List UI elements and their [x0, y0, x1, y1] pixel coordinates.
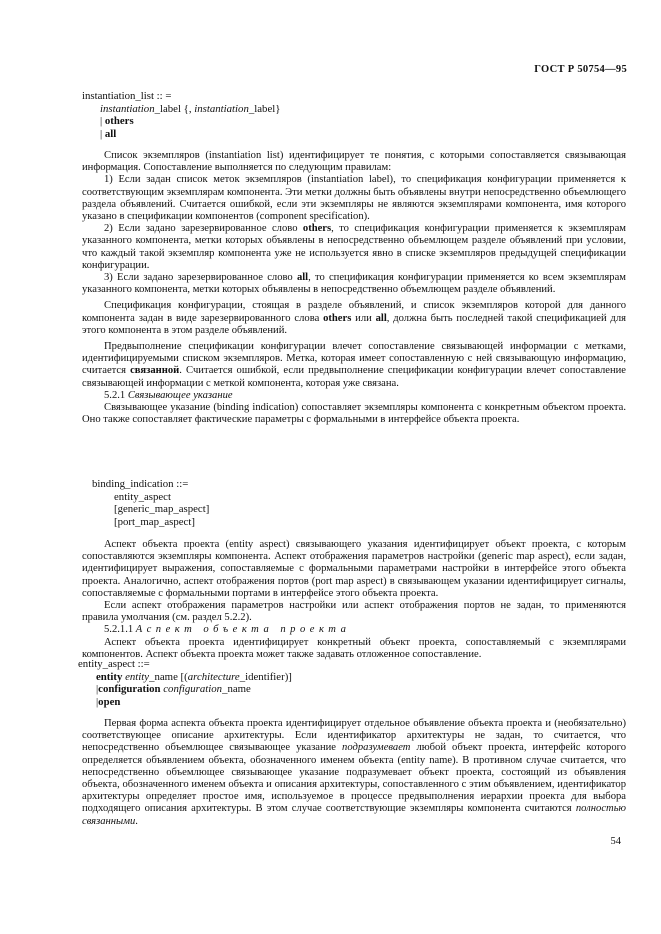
standard-header: ГОСТ Р 50754—95: [534, 64, 627, 75]
grammar-entity-aspect: entity_aspect ::= entity entity_name [(architecture_identifier)] |configuration configuration_name |open: [78, 658, 292, 708]
paragraph: Аспект объекта проекта идентифицирует конкретный объект проекта, сопоставляемый с экземплярами компонентов. Аспект объекта проекта может также задавать отложенное сопоставление.: [82, 636, 626, 660]
paragraph: Первая форма аспекта объекта проекта идентифицирует отдельное объявление объекта проекта и (необязательно) соответствующее описание архитектуры. Если идентификатор архитектуры не задан, то считается, что непосредственно объемлющее связывающее указание подразумевает любой объект проекта, интерфейс которого определяется объявлением объекта, обозначенного именем объекта (entity name). В противном случае считается, что непосредственно объемлющее связывающее указание подразумевает объект проекта, состоящий из объявления объекта, обозначенного именем объекта и описания архитектуры, сопоставленного с этим объявлением, идентификатор архитектуры определяет простое имя, используемое в процессе предвыполнения иерархии проекта для выбора подходящего описания архитектуры. В этом случае соответствующие экземпляры компонента считаются полностью связанными.: [82, 718, 626, 827]
text-block-entity-aspect: [82, 718, 626, 828]
text-block-binding: [82, 539, 626, 661]
paragraph: Если аспект отображения параметров настройки или аспект отображения портов не задан, то применяются правила умолчания (см. раздел 5.2.2).: [82, 600, 626, 624]
text-block-rules: [82, 150, 626, 426]
section-heading-5-2-1-1: 5.2.1.1 Аспект объекта проекта: [104, 624, 351, 636]
page-number: 54: [610, 836, 621, 847]
paragraph: Аспект объекта проекта (entity aspect) связывающего указания идентифицирует объект проекта, с которым сопоставляются экземпляры компонента. Аспект отображения параметров настройки (generic map aspect), если задан, идентифицирует выражения, сопоставляемые с формальными параметрами настройки в интерфейсе этого объекта проекта. Аналогично, аспект отображения портов (port map aspect) в связывающем указании идентифицирует сигналы, сопоставляемые с формальными портами в интерфейсе этого объекта проекта.: [82, 539, 626, 599]
paragraph: Спецификация конфигурации, стоящая в разделе объявлений, и список экземпляров которой для данного компонента задан в виде зарезервированного слова others или all, должна быть последней такой спецификацией для этого компонента в этом разделе объявлений.: [82, 300, 626, 336]
section-heading-5-2-1: 5.2.1 Связывающее указание: [104, 389, 233, 401]
paragraph: 2) Если задано зарезервированное слово others, то спецификация конфигурации применяется к экземплярам указанного компонента, метки которых объявлены в непосредственно объемлющем разделе объявлений при условии, что каждый такой экземпляр компонента уже не используется явно в списке экземпляров предыдущей спецификации конфигурации.: [82, 223, 626, 271]
paragraph: Список экземпляров (instantiation list) идентифицирует те понятия, с которыми сопоставляется связывающая информация. Сопоставление выполняется по следующим правилам:: [82, 150, 626, 174]
grammar-binding-indication: binding_indication ::= entity_aspect [generic_map_aspect] [port_map_aspect]: [92, 478, 210, 528]
paragraph: 3) Если задано зарезервированное слово all, то спецификация конфигурации применяется ко всем экземплярам указанного компонента, метки которых объявлены в непосредственно объемлющем разделе объявлений.: [82, 272, 626, 296]
paragraph: Предвыполнение спецификации конфигурации влечет сопоставление связывающей информации с метками, идентифицируемыми списком экземпляров. Метка, которая имеет сопоставленную с ней связывающую информацию, считается связанной. Считается ошибкой, если предвыполнение спецификации конфигурации влечет сопоставление связывающей информации с меткой компонента, которая уже связана.: [82, 341, 627, 389]
grammar-instantiation-list: instantiation_list :: = instantiation_label {, instantiation_label} | others | all: [82, 90, 281, 140]
paragraph: 1) Если задан список меток экземпляров (instantiation label), то спецификация конфигурации применяется к соответствующим экземплярам компонента. Эти метки должны быть объявлены внутри непосредственно объемлющего раздела объявлений. Считается ошибкой, если эти экземпляры не являются экземплярами компонента, имя которого указано в спецификации компонентов (component specification).: [82, 174, 626, 223]
paragraph: Связывающее указание (binding indication) сопоставляет экземпляры компонента с конкретным объектом проекта. Оно также сопоставляет фактические параметры с формальными в интерфейсе объекта проекта.: [82, 402, 626, 426]
